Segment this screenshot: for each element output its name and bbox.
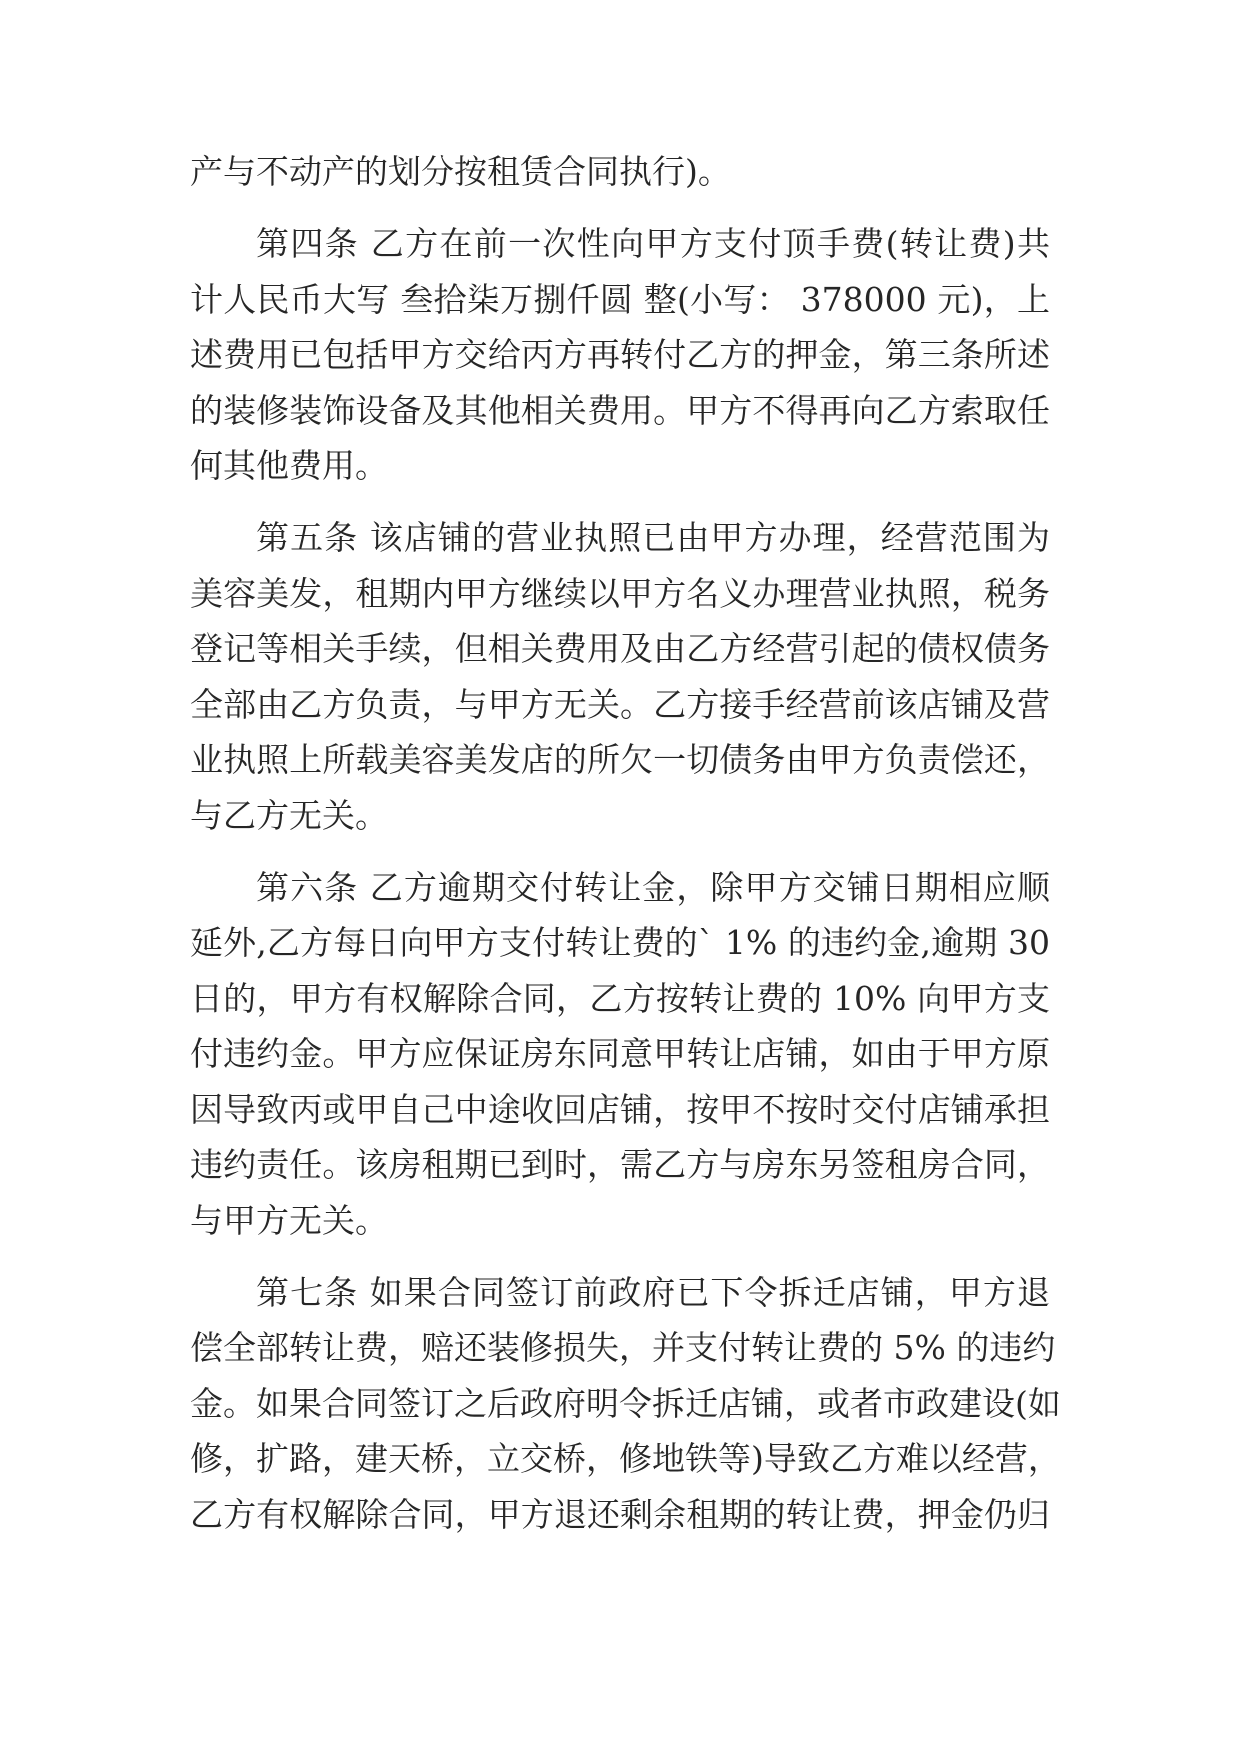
text-line: 乙方有权解除合同，甲方退还剩余租期的转让费，押金仍归 [190,1495,1050,1534]
text-line: 的装修装饰设备及其他相关费用。甲方不得再向乙方索取任 [190,391,1050,430]
text-line: 产与不动产的划分按租赁合同执行)。 [190,152,731,191]
text-line: 金。如果合同签订之后政府明令拆迁店铺，或者市政建设(如 [190,1384,1061,1423]
text-line: 述费用已包括甲方交给丙方再转付乙方的押金，第三条所述 [190,335,1050,374]
text-line: 全部由乙方负责，与甲方无关。乙方接手经营前该店铺及营 [190,685,1050,724]
paragraph-first-line: 第七条 如果合同签订前政府已下令拆迁店铺，甲方退 [256,1273,1050,1312]
text-line: 美容美发，租期内甲方继续以甲方名义办理营业执照，税务 [190,574,1050,613]
paragraph-first-line: 第五条 该店铺的营业执照已由甲方办理，经营范围为 [256,518,1050,557]
text-line: 修，扩路，建天桥，立交桥，修地铁等)导致乙方难以经营， [190,1439,1061,1478]
text-line: 与甲方无关。 [190,1201,388,1240]
text-line: 业执照上所载美容美发店的所欠一切债务由甲方负责偿还， [190,740,1050,779]
text-line: 偿全部转让费，赔还装修损失，并支付转让费的 5% 的违约 [190,1328,1056,1367]
text-line: 何其他费用。 [190,446,388,485]
text-line: 违约责任。该房租期已到时，需乙方与房东另签租房合同， [190,1145,1050,1184]
text-line: 日的，甲方有权解除合同，乙方按转让费的 10% 向甲方支 [190,979,1050,1018]
text-line: 登记等相关手续，但相关费用及由乙方经营引起的债权债务 [190,629,1050,668]
text-line: 与乙方无关。 [190,796,388,835]
paragraph-first-line: 第四条 乙方在前一次性向甲方支付顶手费(转让费)共 [256,224,1050,263]
text-line: 因导致丙或甲自己中途收回店铺，按甲不按时交付店铺承担 [190,1090,1050,1129]
text-line: 付违约金。甲方应保证房东同意甲转让店铺，如由于甲方原 [190,1034,1050,1073]
text-line: 计人民币大写 叁拾柒万捌仟圆 整(小写： 378000 元)，上 [190,280,1050,319]
paragraph-first-line: 第六条 乙方逾期交付转让金，除甲方交铺日期相应顺 [256,868,1050,907]
text-line: 延外,乙方每日向甲方支付转让费的` 1% 的违约金,逾期 30 [190,923,1050,962]
